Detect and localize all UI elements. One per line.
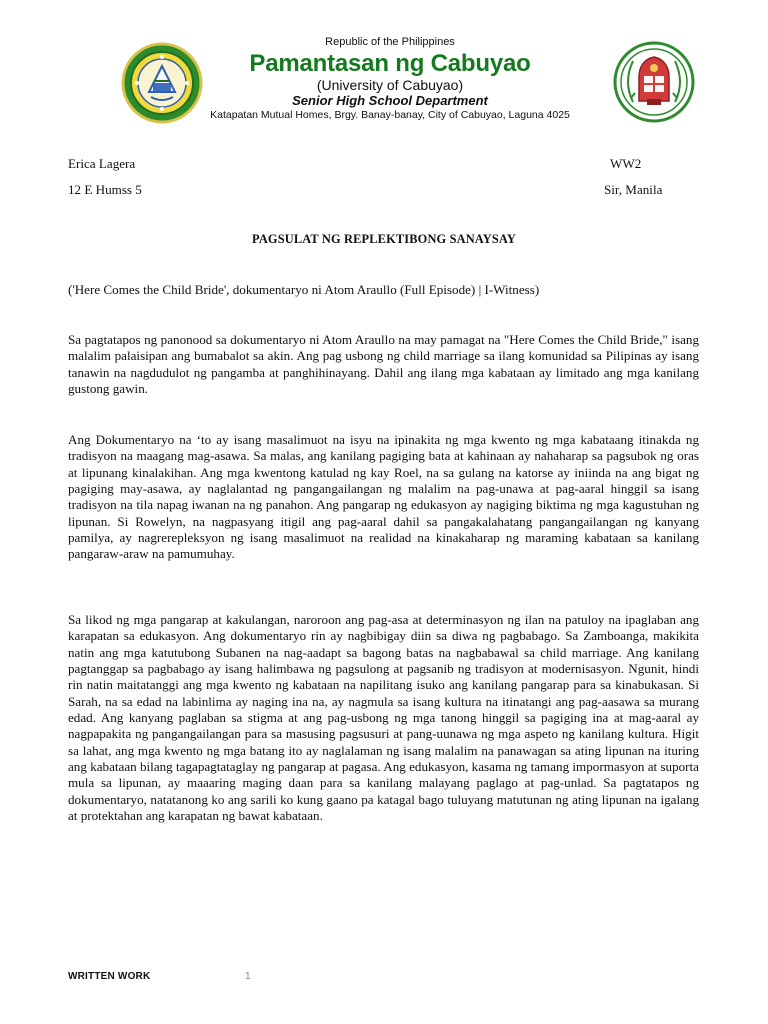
university-english-title: (University of Cabuyao)	[316, 77, 464, 93]
senior-high-seal-icon	[613, 41, 695, 123]
document-header	[0, 34, 768, 124]
documentary-source: ('Here Comes the Child Bride', dokumentaryo ni Atom Araullo (Full Episode) | I-Witness)	[68, 282, 540, 297]
footer-label: WRITTEN WORK	[68, 971, 151, 982]
student-name: Erica Lagera	[68, 156, 136, 171]
department-title: Senior High School Department	[292, 93, 488, 108]
student-section: 12 E Humss 5	[68, 182, 142, 197]
essay-paragraph-1: Sa pagtatapos ng panonood sa dokumentaryo ni Atom Araullo na may pamagat na "Here Comes the Child Bride," isang malalim palaisipan ang bumabalot sa akin. Ang pag usbong ng child marriage sa ilang komunidad sa Pilipinas ay isang tanawin na nagdudulot ng pangamba at panghihinayang. Dahil ang ilang mga kabataan ay limitado ang mga kanilang gustong gawin.	[68, 332, 699, 397]
republic-label: Republic of the Philippines	[325, 36, 455, 48]
page-number: 1	[245, 971, 251, 982]
work-code: WW2	[610, 156, 642, 171]
document-title: PAGSULAT NG REPLEKTIBONG SANAYSAY	[252, 232, 516, 246]
essay-paragraph-2: Ang Dokumentaryo na ‘to ay isang masalimuot na isyu na ipinakita ng mga kwento ng mga kabataang itinakda ng tradisyon na maagang mag-asawa. Sa malas, ang kanilang pagiging bata at kahinaan ay nahaharap sa pagsubok ng oras at lipunang kinalakihan. Ang mga kwentong katulad ng kay Roel, na sa gulang na katorse ay iniinda na ang bigat ng pagiging may-asawa, ay naglalantad ng pangangailangan ng malalim na pag-unawa at pag-aaral hinggil sa isang tradisyon na tila napag iwanan na ng panahon. Ang pangarap ng edukasyon ay nagiging biktima ng mga kagustuhan ng lipunan. Si Rowelyn, na nagpasyang itigil ang pag-aaral dahil sa pangakalahatang pangangailangan ng kanyang pamilya, ay nagrerepleksyon ng isang masalimuot na realidad na kinakaharap ng maraming kabataan sa kanilang pangaraw-araw na pamumuhay.	[68, 432, 699, 562]
teacher-name: Sir, Manila	[604, 182, 663, 197]
school-address: Katapatan Mutual Homes, Brgy. Banay-banay, City of Cabuyao, Laguna 4025	[210, 109, 570, 121]
university-title: Pamantasan ng Cabuyao	[249, 50, 531, 77]
header-text-block	[180, 36, 600, 122]
essay-paragraph-3: Sa likod ng mga pangarap at kakulangan, naroroon ang pag-asa at determinasyon ng ilan na patuloy na ipaglaban ang karapatan sa edukasyon. Ang dokumentaryo rin ay nagbibigay diin sa diwa ng pagbabago. Sa Zamboanga, makikita natin ang mga katutubong Subanen na nag-aadapt sa bagong batas na nagbabawal sa child marriage. Ang kanilang pagtanggap sa pagbabago ay isang halimbawa ng pagsulong at pagsanib ng tradisyon at modernisasyon. Ngunit, hindi rin natin maitatanggi ang mga kwento ng kabataan na napilitang isuko ang kanilang pangarap para sa kinabukasan. Si Sarah, na sa edad na labinlima ay naging ina na, ay nagmula sa isang kultura na itinatangi ang pag-aasawa sa murang edad. Ang kanyang paglaban sa stigma at ang pag-usbong ng mga tanong hinggil sa pagiging ina at mag-aaral ay nagpapakita ng pangangailangan para sa masusing pagsusuri at pang-uunawa ng mga aspeto ng kanilang kultura. Higit sa lahat, ang mga kwento ng mga batang ito ay naglalaman ng isang malalim na panawagan sa ating lipunan na ituring ang kabataan bilang tagapagtataglay ng pangarap at pagasa. Ang edukasyon, kasama ng tamang impormasyon at suporta mula sa lipunan, ay maaaring maging daan para sa kanilang malayang paglago at pag-unlad. Sa pagtatapos ng dokumentaryo, natatanong ko ang sarili ko kung gaano pa katagal bago tuluyang matutunan ng ating lipunan na igalang at protektahan ang karapatan ng bawat kabataan.	[68, 612, 699, 824]
